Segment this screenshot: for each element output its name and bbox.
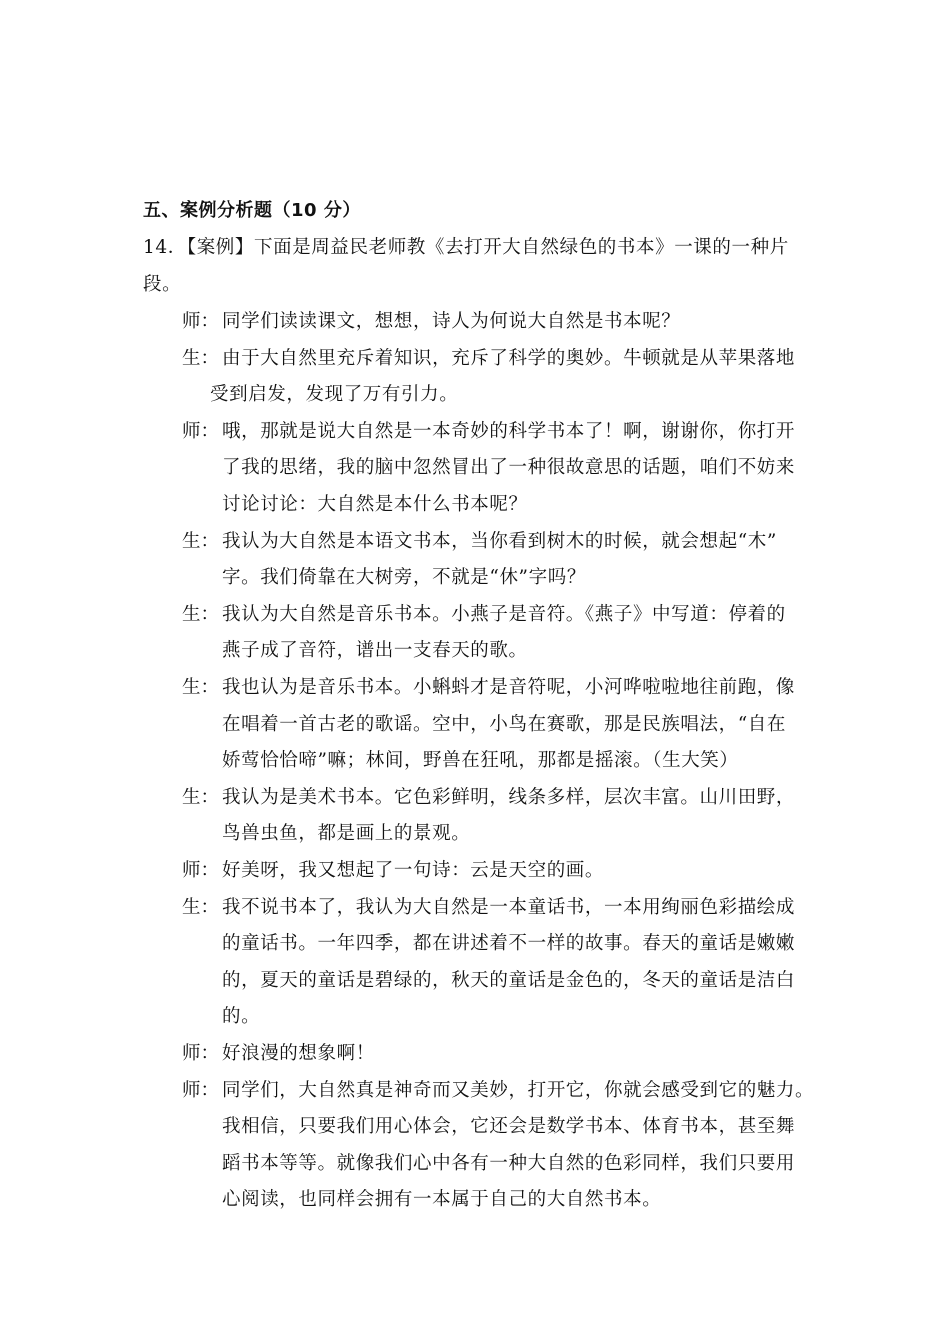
dialogue-line: 字。我们倚靠在大树旁，不就是“休”字吗？	[222, 567, 586, 589]
dialogue-line: 娇莺恰恰啼”嘛；林间，野兽在狂吼，那都是摇滚。（生大笑）	[222, 750, 739, 772]
dialogue-turn	[182, 1076, 822, 1222]
dialogue-line: 我认为大自然是音乐书本。小燕子是音符。《燕子》中写道：停着的	[222, 603, 786, 625]
dialogue-line: 蹈书本等等。就像我们心中各有一种大自然的色彩同样，我们只要用	[222, 1152, 796, 1174]
dialogue-line: 的童话书。一年四季，都在讲述着不一样的故事。春天的童话是嫩嫩	[222, 933, 796, 955]
dialogue-line: 受到启发，发现了万有引力。	[210, 384, 459, 406]
question-line: 段。	[143, 273, 182, 295]
dialogue-turn	[182, 856, 822, 893]
dialogue-line: 讨论讨论：大自然是本什么书本呢？	[222, 493, 528, 515]
dialogue-turn	[182, 673, 822, 783]
speaker-label: 生：	[182, 603, 220, 625]
dialogue-line: 好美呀，我又想起了一句诗：云是天空的画。	[222, 860, 605, 881]
speaker-label: 师：	[182, 311, 220, 332]
dialogue-line: 我认为大自然是本语文书本，当你看到树木的时候，就会想起“木”	[222, 530, 777, 552]
dialogue-line: 鸟兽虫鱼，都是画上的景观。	[222, 823, 471, 845]
dialogue-line: 了我的思绪，我的脑中忽然冒出了一种很故意思的话题，咱们不妨来	[222, 457, 796, 479]
speaker-label: 生：	[182, 530, 220, 552]
speaker-label: 师：	[182, 420, 220, 442]
speaker-label: 生：	[182, 896, 220, 918]
dialogue-turn	[182, 600, 822, 673]
dialogue-line: 我认为是美术书本。它色彩鲜明，线条多样，层次丰富。山川田野，	[222, 786, 796, 808]
speaker-label: 师：	[182, 1043, 220, 1064]
dialogue-line: 同学们读读课文，想想，诗人为何说大自然是书本呢？	[222, 311, 681, 332]
dialogue-line: 的，夏天的童话是碧绿的，秋天的童话是金色的，冬天的童话是洁白	[222, 969, 796, 991]
section-title: 五、案例分析题（10 分）	[143, 200, 361, 221]
dialogue-line: 在唱着一首古老的歌谣。空中，小鸟在赛歌，那是民族唱法，“自在	[222, 713, 786, 735]
speaker-label: 生：	[182, 677, 220, 698]
dialogue-line: 心阅读，也同样会拥有一本属于自己的大自然书本。	[222, 1189, 662, 1211]
dialogue-line: 我不说书本了，我认为大自然是一本童话书，一本用绚丽色彩描绘成	[222, 896, 796, 918]
question-line: 14．【案例】下面是周益民老师教《去打开大自然绿色的书本》一课的一种片	[143, 237, 789, 258]
dialogue-turn	[182, 417, 822, 527]
dialogue-line: 好浪漫的想象啊！	[222, 1043, 375, 1064]
speaker-label: 师：	[182, 1079, 220, 1101]
dialogue-line: 我相信，只要我们用心体会，它还会是数学书本、体育书本，甚至舞	[222, 1116, 796, 1138]
speaker-label: 生：	[182, 347, 220, 369]
dialogue-line: 同学们，大自然真是神奇而又美妙，打开它，你就会感受到它的魅力。	[222, 1079, 815, 1101]
dialogue-line: 哦，那就是说大自然是一本奇妙的科学书本了！啊，谢谢你，你打开	[222, 420, 796, 442]
speaker-label: 生：	[182, 786, 220, 808]
dialogue-turn	[182, 1039, 822, 1076]
dialogue-turn	[182, 527, 822, 600]
dialogue-turn	[182, 344, 822, 417]
dialogue-line: 燕子成了音符，谱出一支春天的歌。	[222, 640, 528, 662]
dialogue-line: 我也认为是音乐书本。小蝌蚪才是音符呢，小河哗啦啦地往前跑，像	[222, 677, 796, 698]
dialogue-turn	[182, 307, 822, 344]
dialogue-line: 的。	[222, 1006, 261, 1028]
dialogue-turn	[182, 893, 822, 1039]
dialogue-line: 由于大自然里充斥着知识，充斥了科学的奥妙。牛顿就是从苹果落地	[222, 347, 796, 369]
speaker-label: 师：	[182, 860, 220, 881]
dialogue-turn	[182, 783, 822, 856]
